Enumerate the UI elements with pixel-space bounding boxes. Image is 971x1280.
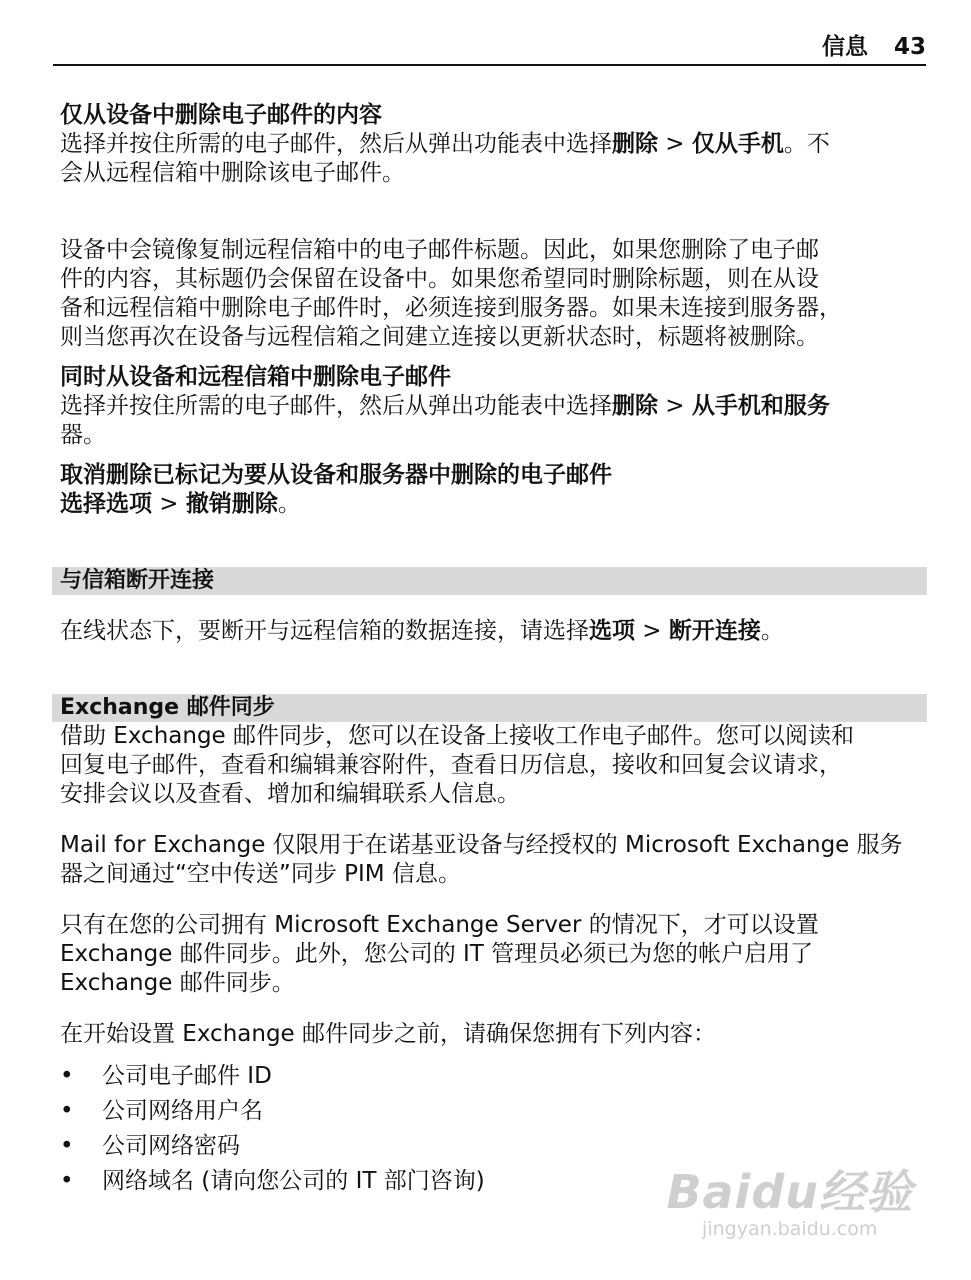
paragraph-line: 选择并按住所需的电子邮件，然后从弹出功能表中选择删除 > 从手机和服务 <box>60 393 830 419</box>
menu-item-options: 选择选项 <box>60 491 152 517</box>
section-bar-exchange: Exchange 邮件同步 <box>52 694 927 722</box>
paragraph-line: 器。 <box>60 422 106 448</box>
bullet: • <box>60 1063 74 1089</box>
paragraph-line: 设备中会镜像复制远程信箱中的电子邮件标题。因此，如果您删除了电子邮 <box>60 237 819 263</box>
paragraph-line: 在线状态下，要断开与远程信箱的数据连接，请选择选项 > 断开连接。 <box>60 618 784 644</box>
watermark-url: jingyan.baidu.com <box>702 1218 878 1240</box>
paragraph-line: Mail for Exchange 仅限用于在诺基亚设备与经授权的 Microsoft Exchange 服务 <box>60 832 903 858</box>
paragraph-line: Exchange 邮件同步。此外，您公司的 IT 管理员必须已为您的帐户启用了 <box>60 941 814 967</box>
menu-item-phone-only: 仅从手机 <box>691 131 784 157</box>
heading-delete-from-both: 同时从设备和远程信箱中删除电子邮件 <box>60 364 451 390</box>
bullet: • <box>60 1133 74 1159</box>
paragraph-line: 会从远程信箱中删除该电子邮件。 <box>60 160 405 186</box>
paragraph-line: 借助 Exchange 邮件同步，您可以在设备上接收工作电子邮件。您可以阅读和 <box>60 723 855 749</box>
paragraph-line: 器之间通过“空中传送”同步 PIM 信息。 <box>60 861 461 887</box>
paragraph-line: Exchange 邮件同步。 <box>60 970 295 996</box>
watermark-logo: Baidu经验 <box>666 1165 913 1219</box>
menu-item-delete: 删除 <box>612 131 658 157</box>
menu-item-delete: 删除 <box>612 393 658 419</box>
menu-item-undo-delete: 撤销删除 <box>185 491 278 517</box>
paragraph-line: 只有在您的公司拥有 Microsoft Exchange Server 的情况下，才可以设置 <box>60 912 819 938</box>
list-item: • 公司电子邮件 ID <box>60 1059 921 1094</box>
section-bar-disconnect: 与信箱断开连接 <box>52 567 927 595</box>
list-item: • 网络域名 (请向您公司的 IT 部门咨询) <box>60 1164 921 1199</box>
heading-delete-content-only: 仅从设备中删除电子邮件的内容 <box>60 102 382 128</box>
paragraph-line: 选择并按住所需的电子邮件，然后从弹出功能表中选择删除 > 仅从手机。不 <box>60 131 830 157</box>
list-item: • 公司网络密码 <box>60 1129 921 1164</box>
page-content <box>60 100 921 1199</box>
paragraph-line: 回复电子邮件，查看和编辑兼容附件，查看日历信息，接收和回复会议请求， <box>60 752 842 778</box>
paragraph-line: 则当您再次在设备与远程信箱之间建立连接以更新状态时，标题将被删除。 <box>60 324 819 350</box>
paragraph-line: 备和远程信箱中删除电子邮件时，必须连接到服务器。如果未连接到服务器， <box>60 295 842 321</box>
page-header <box>53 30 926 66</box>
menu-item-disconnect: 断开连接 <box>668 618 761 644</box>
paragraph-line: 件的内容，其标题仍会保留在设备中。如果您希望同时删除标题，则在从设 <box>60 266 819 292</box>
baidu-watermark <box>666 1156 913 1240</box>
menu-item-options: 选项 <box>589 618 635 644</box>
paragraph-line: 选择选项 > 撤销删除。 <box>60 491 301 517</box>
menu-item-phone-and-server: 从手机和服务 <box>691 393 830 419</box>
paragraph-line: 安排会议以及查看、增加和编辑联系人信息。 <box>60 781 520 807</box>
page-number: 43 <box>893 34 926 60</box>
list-item: • 公司网络用户名 <box>60 1094 921 1129</box>
heading-undo-delete: 取消删除已标记为要从设备和服务器中删除的电子邮件 <box>60 462 612 488</box>
section-title: 信息 <box>821 34 868 60</box>
paragraph-line: 在开始设置 Exchange 邮件同步之前，请确保您拥有下列内容： <box>60 1021 717 1047</box>
bullet: • <box>60 1168 74 1194</box>
bullet: • <box>60 1098 74 1124</box>
